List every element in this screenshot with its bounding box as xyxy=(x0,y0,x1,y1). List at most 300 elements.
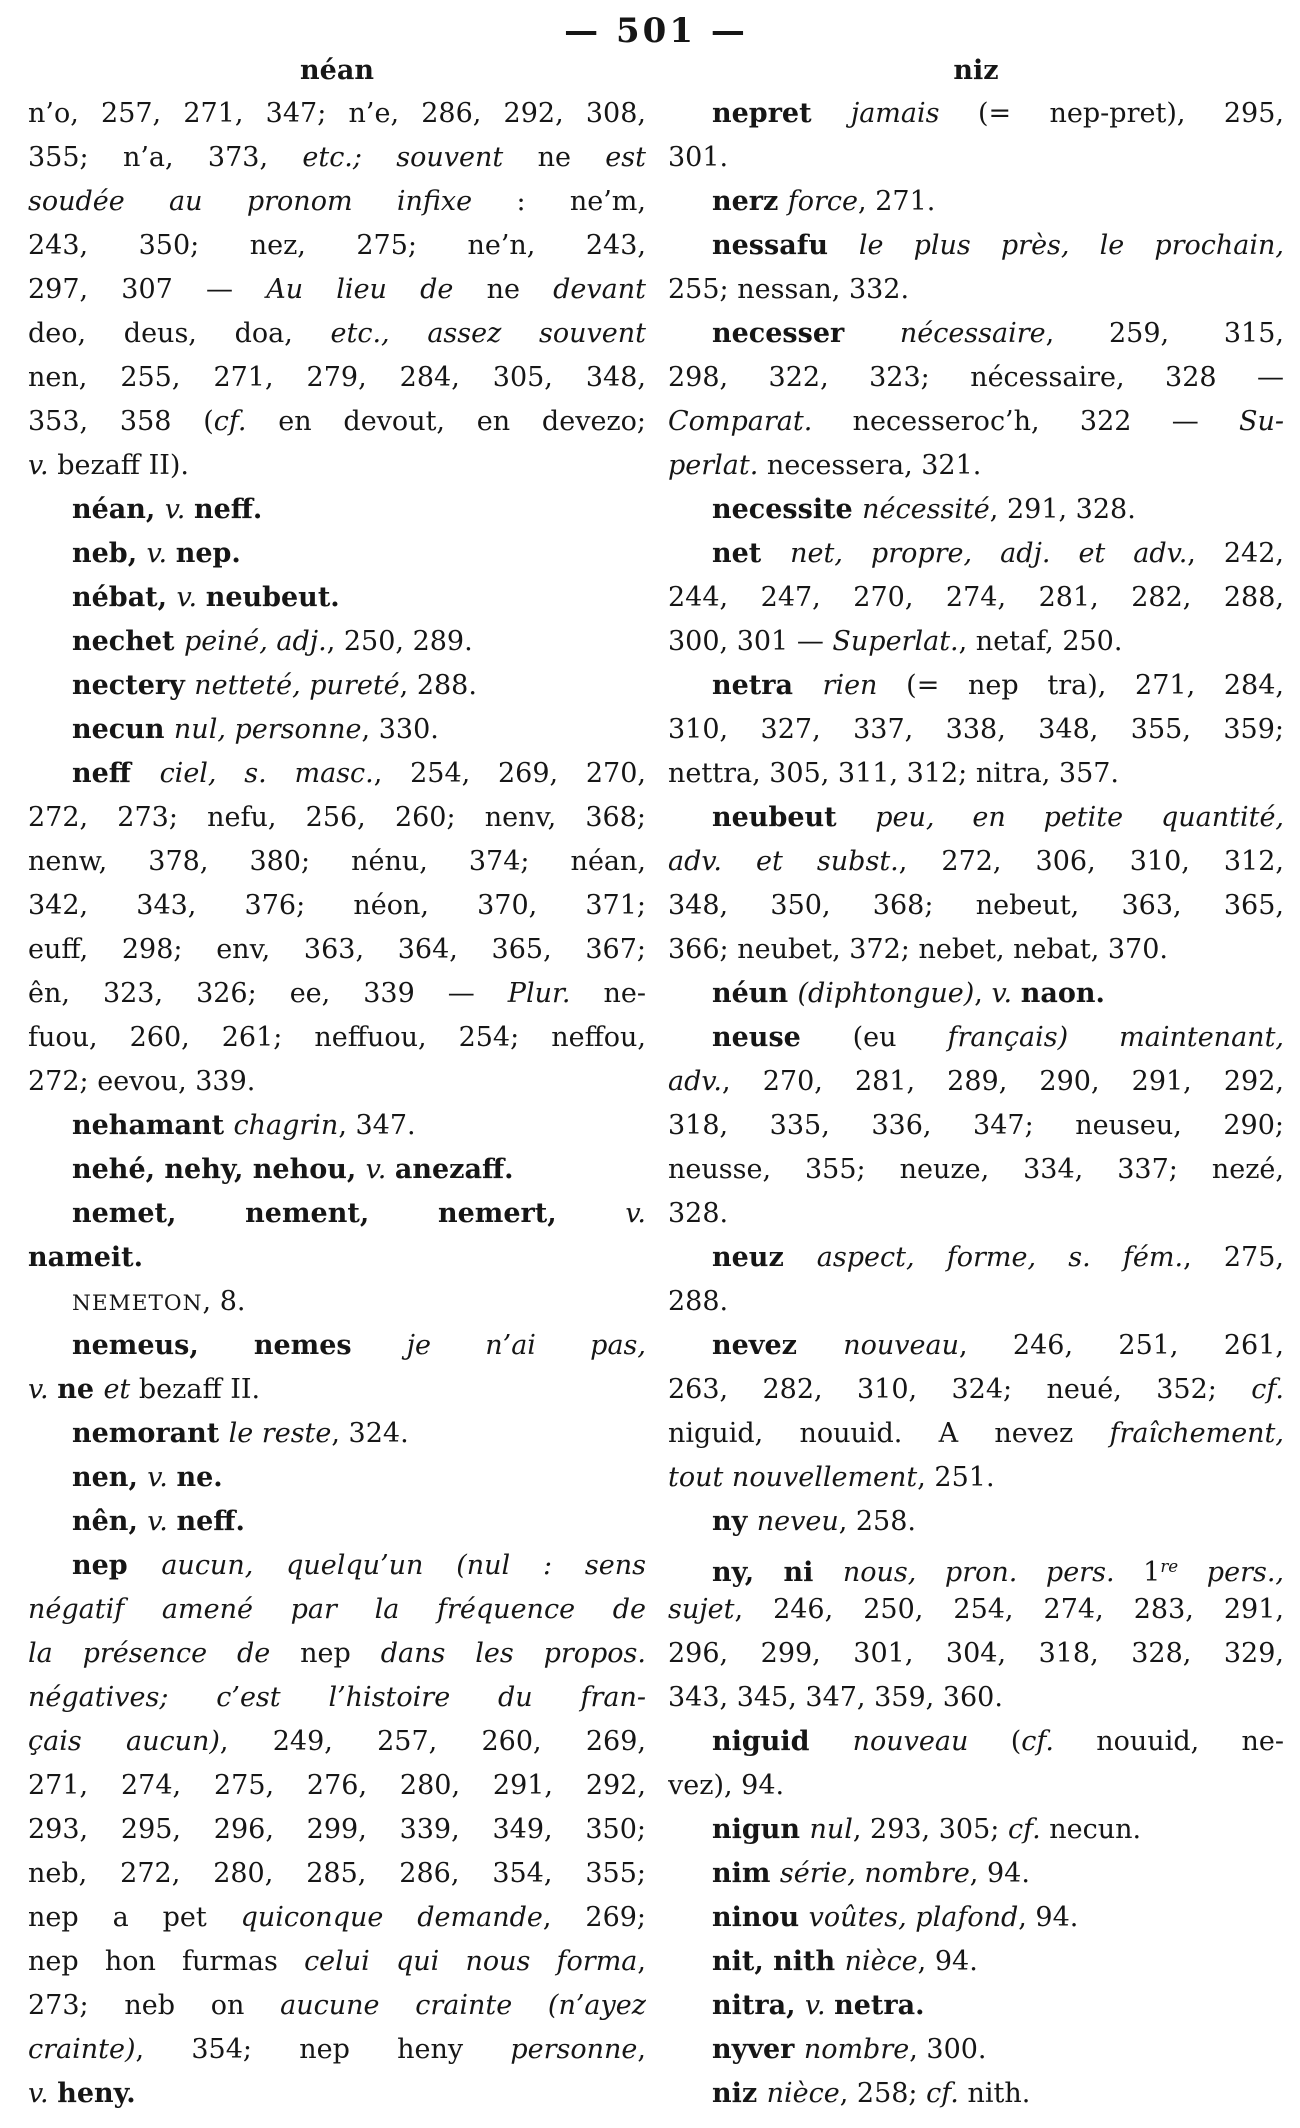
text-segment: v. xyxy=(804,1990,835,2021)
text-segment: le plus près, le prochain, xyxy=(858,230,1284,261)
text-segment: nièce xyxy=(766,2078,840,2109)
text-line xyxy=(28,312,646,356)
text-segment: en devout, en devezo; xyxy=(246,406,646,437)
text-segment: heny. xyxy=(57,2078,136,2109)
text-segment: 298, 322, 323; nécessaire, 328 — xyxy=(668,362,1284,393)
text-line xyxy=(668,1104,1284,1148)
text-segment: , 300. xyxy=(909,2034,987,2065)
text-line xyxy=(668,488,1284,532)
text-segment: anezaff. xyxy=(394,1154,514,1185)
text-segment: , netaf, 250. xyxy=(958,626,1123,657)
text-line xyxy=(668,1588,1284,1632)
text-line xyxy=(28,444,646,488)
text-segment: nit, nith xyxy=(712,1946,845,1977)
text-segment: quiconque demande xyxy=(240,1902,543,1933)
text-line xyxy=(668,1940,1284,1984)
text-segment: cf. xyxy=(1251,1374,1284,1405)
text-segment: nen, 255, 271, 279, 284, 305, 348, xyxy=(28,362,646,393)
text-segment: niguid xyxy=(712,1726,853,1757)
text-line xyxy=(668,972,1284,1016)
text-segment: 263, 282, 310, 324; neué, 352; xyxy=(668,1374,1252,1405)
text-line xyxy=(668,840,1284,884)
text-segment: , 272, 306, 310, 312, xyxy=(898,846,1284,877)
text-segment: 353, 358 ( xyxy=(28,406,214,437)
text-segment: , 8. xyxy=(202,1286,246,1317)
text-segment: nettra, 305, 311, 312; nitra, 357. xyxy=(668,758,1120,789)
text-segment: neubeut. xyxy=(205,582,340,613)
text-segment: nepret xyxy=(712,98,851,129)
text-segment: 296, 299, 301, 304, 318, 328, 329, xyxy=(668,1638,1284,1669)
text-segment: nen, xyxy=(72,1462,148,1493)
text-segment: nul, personne xyxy=(173,714,362,745)
text-line xyxy=(668,884,1284,928)
text-line xyxy=(28,2028,646,2072)
text-segment: 273; neb on xyxy=(28,1990,281,2021)
text-segment: bezaff II. xyxy=(138,1374,261,1405)
text-segment: nébat, xyxy=(72,582,177,613)
text-segment: nith. xyxy=(958,2078,1031,2109)
text-segment: 343, 345, 347, 359, 360. xyxy=(668,1682,1003,1713)
text-line xyxy=(668,312,1284,356)
text-line xyxy=(28,1456,646,1500)
text-line xyxy=(668,356,1284,400)
text-segment: neff xyxy=(72,758,160,789)
text-segment: nemorant xyxy=(72,1418,229,1449)
text-line xyxy=(28,1720,646,1764)
text-line xyxy=(28,1104,646,1148)
text-segment: , 246, 250, 254, 274, 283, 291, xyxy=(734,1594,1284,1625)
text-line xyxy=(28,2072,646,2116)
text-segment: aucun, quelqu’un (nul : sens xyxy=(161,1550,646,1581)
text-segment: perlat. xyxy=(668,450,759,481)
text-segment: rien xyxy=(822,670,878,701)
text-line xyxy=(668,1808,1284,1852)
text-segment: aucune crainte (n’ayez xyxy=(280,1990,646,2021)
text-segment: , 251. xyxy=(917,1462,995,1493)
text-line xyxy=(28,268,646,312)
text-line xyxy=(28,1500,646,1544)
text-line xyxy=(28,1324,646,1368)
text-line xyxy=(28,400,646,444)
text-segment: 342, 343, 376; néon, 370, 371; xyxy=(28,890,646,921)
text-segment: euff, 298; env, 363, 364, 365, 367; xyxy=(28,934,646,965)
text-segment: nep xyxy=(300,1638,381,1669)
text-line xyxy=(28,928,646,972)
text-line xyxy=(28,972,646,1016)
text-segment: nigun xyxy=(712,1814,810,1845)
text-line xyxy=(668,664,1284,708)
text-segment: necun xyxy=(72,714,174,745)
text-segment: nyver xyxy=(712,2034,804,2065)
text-line xyxy=(668,1016,1284,1060)
text-line xyxy=(668,1456,1284,1500)
text-segment: 1 xyxy=(1143,1557,1161,1588)
text-segment: ne xyxy=(537,142,606,173)
text-line xyxy=(668,752,1284,796)
text-segment: 297, 307 — xyxy=(28,274,267,305)
text-segment: 272, 273; nefu, 256, 260; nenv, 368; xyxy=(28,802,646,833)
text-segment: necessite xyxy=(712,494,863,525)
text-segment: , 275, xyxy=(1183,1242,1284,1273)
column-left-body xyxy=(28,92,646,2116)
text-segment: 272; eevou, 339. xyxy=(28,1066,256,1097)
text-line xyxy=(668,1060,1284,1104)
text-segment: , 258; xyxy=(839,2078,927,2109)
text-segment: v. xyxy=(147,1462,177,1493)
columns xyxy=(28,54,1284,2116)
column-right-header: niz xyxy=(953,55,999,86)
text-line xyxy=(28,1060,646,1104)
text-segment: (diphtongue) xyxy=(797,978,975,1009)
text-segment: neveu xyxy=(756,1506,839,1537)
column-left-header: néan xyxy=(300,55,374,86)
text-segment: v. xyxy=(147,1506,177,1537)
text-segment: Plur. xyxy=(507,978,571,1009)
text-segment: ny xyxy=(712,1506,757,1537)
text-segment: la présence de xyxy=(28,1638,301,1669)
text-segment: adv. et subst. xyxy=(668,846,899,877)
text-segment: nous, pron. pers. xyxy=(842,1557,1144,1588)
text-segment: , 250, 289. xyxy=(326,626,473,657)
text-segment: ciel, s. masc. xyxy=(159,758,374,789)
text-line xyxy=(28,1412,646,1456)
text-line xyxy=(28,1896,646,1940)
text-line xyxy=(668,1896,1284,1940)
text-segment: néun xyxy=(712,978,798,1009)
text-line xyxy=(28,796,646,840)
text-segment: , 94. xyxy=(1018,1902,1079,1933)
text-segment: aspect, forme, s. fém. xyxy=(816,1242,1184,1273)
text-line xyxy=(668,796,1284,840)
text-segment: etc.; souvent xyxy=(302,142,538,173)
text-segment: net, propre, adj. et adv. xyxy=(790,538,1188,569)
text-segment: neb, xyxy=(72,538,147,569)
text-segment: nevez xyxy=(712,1330,844,1361)
text-segment: nouveau xyxy=(843,1330,959,1361)
text-segment: , xyxy=(637,2034,646,2065)
text-segment: naon. xyxy=(1020,978,1105,1009)
text-segment: necesser xyxy=(712,318,900,349)
text-segment: est xyxy=(605,142,646,173)
text-segment: ên, 323, 326; ee, 339 — xyxy=(28,978,508,1009)
text-segment: négatif amené par la fréquence de xyxy=(28,1594,646,1625)
text-segment: nièce xyxy=(844,1946,918,1977)
text-segment: 310, 327, 337, 338, 348, 355, 359; xyxy=(668,714,1284,745)
text-segment: 244, 247, 270, 274, 281, 282, 288, xyxy=(668,582,1284,613)
text-segment: (= nep-pret), 295, xyxy=(939,98,1284,129)
text-segment: nerz xyxy=(712,186,788,217)
text-line xyxy=(28,1280,646,1324)
text-segment: adv. xyxy=(668,1066,723,1097)
text-line xyxy=(28,752,646,796)
text-line xyxy=(668,92,1284,136)
text-segment: soudée au pronom infixe xyxy=(28,186,473,217)
text-line xyxy=(28,1192,646,1236)
text-line xyxy=(668,1368,1284,1412)
text-segment: vez), 94. xyxy=(668,1770,785,1801)
text-segment: netteté, pureté xyxy=(194,670,400,701)
text-segment: nenw, 378, 380; nénu, 374; néan, xyxy=(28,846,646,877)
text-segment: deo, deus, doa, xyxy=(28,318,331,349)
text-segment: , 347. xyxy=(338,1110,416,1141)
text-line xyxy=(28,1764,646,1808)
text-segment: nectery xyxy=(72,670,195,701)
text-segment: 348, 350, 368; nebeut, 363, 365, xyxy=(668,890,1284,921)
text-line xyxy=(28,356,646,400)
text-segment: nul xyxy=(809,1814,853,1845)
text-segment: neubeut xyxy=(712,802,876,833)
text-segment: ( xyxy=(968,1726,1022,1757)
text-segment: nehamant xyxy=(72,1110,234,1141)
text-segment: nemeus, nemes xyxy=(72,1330,407,1361)
text-segment: NEMETON xyxy=(72,1291,203,1316)
text-segment: , 288. xyxy=(399,670,477,701)
text-line xyxy=(28,136,646,180)
text-segment: bezaff II). xyxy=(48,450,190,481)
text-line xyxy=(668,1720,1284,1764)
text-segment: 328. xyxy=(668,1198,729,1229)
text-segment: 301. xyxy=(668,142,729,173)
text-segment: cf. xyxy=(1007,1814,1041,1845)
text-segment: , 291, 328. xyxy=(989,494,1136,525)
text-segment: ne. xyxy=(176,1462,223,1493)
text-segment: (= nep tra), 271, 284, xyxy=(877,670,1284,701)
text-segment: , 330. xyxy=(361,714,439,745)
text-segment: , 254, 269, 270, xyxy=(373,758,646,789)
text-segment: necesseroc’h, 322 — xyxy=(812,406,1239,437)
text-line xyxy=(668,400,1284,444)
text-segment: ne- xyxy=(570,978,646,1009)
text-segment: nouveau xyxy=(852,1726,969,1757)
text-segment: , 269; xyxy=(542,1902,646,1933)
text-segment: nombre xyxy=(803,2034,910,2065)
text-segment: Comparat. xyxy=(668,406,813,437)
text-line xyxy=(668,1148,1284,1192)
text-segment: Su- xyxy=(1238,406,1284,437)
text-line xyxy=(28,180,646,224)
text-segment: fraîchement, xyxy=(1109,1418,1284,1449)
text-segment: , 259, 315, xyxy=(1045,318,1284,349)
text-segment: 318, 335, 336, 347; neuseu, 290; xyxy=(668,1110,1284,1141)
text-line xyxy=(668,1412,1284,1456)
text-segment: v. xyxy=(28,1374,58,1405)
text-line xyxy=(28,840,646,884)
text-line xyxy=(28,1236,646,1280)
text-segment: force xyxy=(787,186,859,217)
text-segment: peiné, adj. xyxy=(183,626,327,657)
text-line xyxy=(668,136,1284,180)
text-segment: nep a pet xyxy=(28,1902,241,1933)
text-segment: , 258. xyxy=(838,1506,917,1537)
text-segment: v. xyxy=(28,450,49,481)
text-segment: nên, xyxy=(72,1506,148,1537)
text-segment: nécessité xyxy=(862,494,990,525)
text-segment: v. xyxy=(28,2078,58,2109)
text-segment: nemet, nement, nemert, xyxy=(72,1198,626,1229)
text-line xyxy=(28,532,646,576)
text-line xyxy=(668,1324,1284,1368)
text-line xyxy=(28,1632,646,1676)
text-segment: neff. xyxy=(176,1506,245,1537)
text-segment: v. xyxy=(146,538,176,569)
text-segment: çais aucun) xyxy=(28,1726,220,1757)
text-segment: 255; nessan, 332. xyxy=(668,274,910,305)
text-segment: v. xyxy=(625,1198,646,1229)
text-segment: français) maintenant, xyxy=(947,1022,1284,1053)
text-segment: nehé, nehy, nehou, xyxy=(72,1154,366,1185)
text-segment: celui qui nous forma xyxy=(304,1946,638,1977)
text-segment: re xyxy=(1160,1556,1179,1576)
text-segment: nep. xyxy=(175,538,241,569)
text-segment: etc., assez souvent xyxy=(330,318,646,349)
text-segment: , xyxy=(637,1946,646,1977)
text-line xyxy=(668,1192,1284,1236)
text-segment: netra xyxy=(712,670,823,701)
text-line xyxy=(668,1852,1284,1896)
text-segment: ne xyxy=(486,274,554,305)
text-segment: 300, 301 — xyxy=(668,626,833,657)
text-segment: peu, en petite quantité, xyxy=(875,802,1284,833)
text-segment: négatives; c’est l’histoire du fran- xyxy=(28,1682,646,1713)
text-line xyxy=(668,1984,1284,2028)
column-right xyxy=(668,54,1284,2116)
text-segment: neuse xyxy=(712,1022,853,1053)
text-segment: ny, ni xyxy=(712,1557,843,1588)
text-line xyxy=(668,224,1284,268)
text-segment: le reste xyxy=(228,1418,332,1449)
text-line xyxy=(28,1588,646,1632)
text-line xyxy=(28,1148,646,1192)
text-line xyxy=(28,1544,646,1588)
text-segment: sujet xyxy=(668,1594,735,1625)
text-segment: nouuid, ne- xyxy=(1053,1726,1284,1757)
text-line xyxy=(668,1280,1284,1324)
text-line xyxy=(668,1632,1284,1676)
text-line xyxy=(668,532,1284,576)
text-segment: fuou, 260, 261; neffuou, 254; neffou, xyxy=(28,1022,646,1053)
text-segment: , 94. xyxy=(969,1858,1030,1889)
text-segment: crainte) xyxy=(28,2034,136,2065)
text-segment: nep hon furmas xyxy=(28,1946,305,1977)
text-segment: , 249, 257, 260, 269, xyxy=(219,1726,646,1757)
text-line xyxy=(28,1940,646,1984)
text-segment: , 94. xyxy=(917,1946,978,1977)
text-line xyxy=(28,620,646,664)
text-segment: chagrin xyxy=(233,1110,339,1141)
text-segment: 288. xyxy=(668,1286,729,1317)
text-segment: 243, 350; nez, 275; ne’n, 243, xyxy=(28,230,646,261)
text-segment: voûtes, plafond xyxy=(808,1902,1019,1933)
text-segment: je n’ai pas, xyxy=(406,1330,646,1361)
text-segment: série, nombre xyxy=(779,1858,970,1889)
text-segment: Superlat. xyxy=(832,626,959,657)
text-segment: 366; neubet, 372; nebet, nebat, 370. xyxy=(668,934,1168,965)
text-segment: v. xyxy=(365,1154,395,1185)
text-segment: cf. xyxy=(213,406,247,437)
text-line xyxy=(28,1852,646,1896)
text-line xyxy=(668,1544,1284,1588)
text-segment: devant xyxy=(553,274,646,305)
text-segment: tout nouvellement xyxy=(668,1462,918,1493)
text-line xyxy=(28,884,646,928)
text-line xyxy=(668,708,1284,752)
text-segment: netra. xyxy=(834,1990,925,2021)
text-segment: cf. xyxy=(926,2078,959,2109)
text-segment: , 246, 251, 261, xyxy=(958,1330,1284,1361)
text-line xyxy=(28,576,646,620)
text-line xyxy=(668,2028,1284,2072)
text-segment: dans les propos. xyxy=(380,1638,646,1669)
text-segment: , 354; nep heny xyxy=(135,2034,511,2065)
text-segment: 355; n’a, 373, xyxy=(28,142,303,173)
page-number: — 501 — xyxy=(564,11,748,51)
text-segment: cf. xyxy=(1021,1726,1054,1757)
text-segment: ninou xyxy=(712,1902,809,1933)
text-segment: , xyxy=(974,978,992,1009)
text-segment: neff. xyxy=(193,494,263,525)
text-segment: 271, 274, 275, 276, 280, 291, 292, xyxy=(28,1770,646,1801)
text-segment: jamais xyxy=(850,98,940,129)
text-line xyxy=(668,1500,1284,1544)
text-segment: net xyxy=(712,538,791,569)
column-right-body xyxy=(668,92,1284,2116)
text-segment: (eu xyxy=(852,1022,948,1053)
text-line xyxy=(668,576,1284,620)
text-segment: Au lieu de xyxy=(266,274,487,305)
text-line xyxy=(668,1236,1284,1280)
text-segment: neb, 272, 280, 285, 286, 354, 355; xyxy=(28,1858,646,1889)
text-line xyxy=(668,620,1284,664)
text-segment: necessera, 321. xyxy=(758,450,982,481)
text-segment: neuz xyxy=(712,1242,817,1273)
text-line xyxy=(668,1764,1284,1808)
text-segment: 293, 295, 296, 299, 339, 349, 350; xyxy=(28,1814,646,1845)
text-line xyxy=(668,2072,1284,2116)
text-segment: nécessaire xyxy=(899,318,1046,349)
text-line xyxy=(28,488,646,532)
text-line xyxy=(28,1808,646,1852)
text-line xyxy=(28,92,646,136)
text-segment: v. xyxy=(176,582,206,613)
text-segment: , 324. xyxy=(331,1418,409,1449)
text-segment: : ne’m, xyxy=(472,186,646,217)
text-line xyxy=(668,444,1284,488)
text-line xyxy=(668,1676,1284,1720)
text-segment: nim xyxy=(712,1858,780,1889)
text-segment: neusse, 355; neuze, 334, 337; nezé, xyxy=(668,1154,1284,1185)
text-segment: v. xyxy=(164,494,194,525)
text-line xyxy=(668,928,1284,972)
text-line xyxy=(28,1676,646,1720)
text-line xyxy=(668,268,1284,312)
text-line xyxy=(28,1368,646,1412)
text-line xyxy=(28,1984,646,2028)
text-segment: nitra, xyxy=(712,1990,805,2021)
text-segment: nechet xyxy=(72,626,184,657)
column-left xyxy=(28,54,646,2116)
text-segment: , 271. xyxy=(858,186,936,217)
text-line xyxy=(28,708,646,752)
text-line xyxy=(668,180,1284,224)
text-segment: personne xyxy=(510,2034,638,2065)
text-segment: nameit. xyxy=(28,1242,144,1273)
text-segment: nep xyxy=(72,1550,162,1581)
text-segment: et xyxy=(103,1374,139,1405)
text-segment: niz xyxy=(712,2078,767,2109)
text-line xyxy=(28,664,646,708)
text-segment: , 270, 281, 289, 290, 291, 292, xyxy=(722,1066,1284,1097)
text-segment: ne xyxy=(57,1374,104,1405)
